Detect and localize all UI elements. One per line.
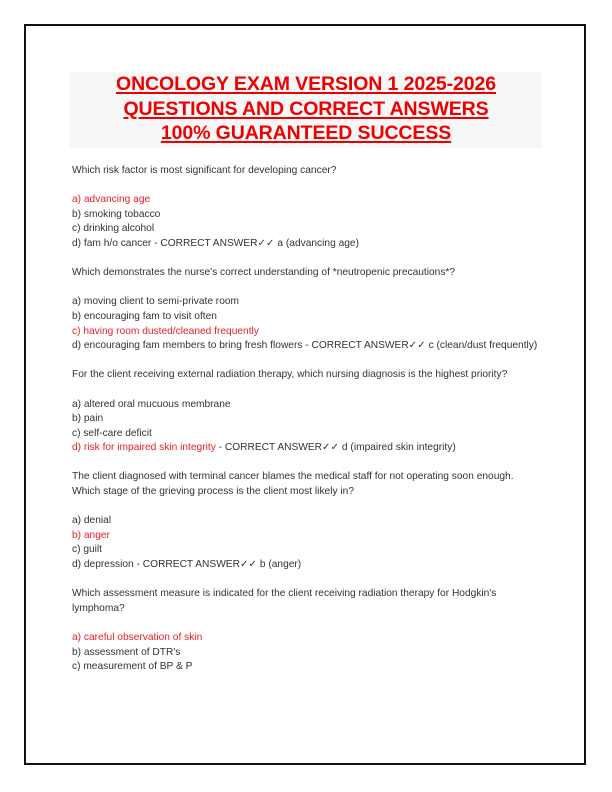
correct-answer: - CORRECT ANSWER✓✓ b (anger) [133, 559, 302, 571]
option-c: c) guilt [72, 544, 103, 556]
option-d: d) depression [72, 559, 134, 571]
option-d-correct: d) risk for impaired skin integrity [72, 442, 216, 454]
title-line-3: 100% GUARANTEED SUCCESS [160, 122, 452, 144]
question-text: For the client receiving external radiation therapy, which nursing diagnosis is the highest priority? [72, 369, 508, 381]
title-line-1: ONCOLOGY EXAM VERSION 1 2025-2026 [116, 73, 496, 95]
option-c: c) measurement of BP & P [72, 661, 193, 673]
option-c-correct: c) having room dusted/cleaned frequently [72, 325, 259, 337]
question-text: Which demonstrates the nurse's correct understanding of *neutropenic precautions*? [72, 267, 456, 279]
question-block-3 [72, 368, 542, 456]
correct-answer: - CORRECT ANSWER✓✓ a (advancing age) [151, 237, 359, 249]
question-block-1 [72, 164, 542, 252]
option-a-correct: a) advancing age [72, 194, 151, 206]
question-text: Which assessment measure is indicated for the client receiving radiation therapy for Hodgkin's lymphoma? [72, 588, 497, 614]
option-c: c) drinking alcohol [72, 223, 155, 235]
option-d-with-answer [72, 441, 542, 456]
option-d-with-answer [72, 237, 542, 252]
option-d: d) fam h/o cancer [72, 237, 152, 249]
option-d-with-answer [72, 558, 542, 573]
option-d-with-answer [72, 339, 542, 354]
correct-answer: - CORRECT ANSWER✓✓ d (impaired skin integrity) [215, 442, 456, 454]
option-a-correct: a) careful observation of skin [72, 632, 203, 643]
option-b-correct: b) anger [72, 529, 110, 541]
document-title [70, 72, 542, 148]
question-list [72, 164, 542, 689]
option-a: a) altered oral mucuous membrane [72, 398, 231, 410]
option-c: c) self-care deficit [72, 427, 152, 439]
question-block-4 [72, 470, 542, 572]
option-b: b) pain [72, 413, 104, 425]
question-text: The client diagnosed with terminal cancer blames the medical staff for not operating soon enough. Which stage of the grieving process is the client most likely in? [72, 471, 514, 498]
title-line-2: QUESTIONS AND CORRECT ANSWERS [123, 97, 489, 120]
question-text: Which risk factor is most significant for developing cancer? [72, 165, 337, 176]
option-b: b) encouraging fam to visit often [72, 310, 217, 322]
option-a: a) denial [72, 515, 112, 527]
option-b: b) assessment of DTR's [72, 646, 181, 658]
option-d: d) encouraging fam members to bring fresh flowers [72, 340, 303, 352]
question-block-2 [72, 266, 542, 354]
option-a: a) moving client to semi-private room [72, 296, 240, 308]
option-b: b) smoking tobacco [72, 208, 161, 220]
question-block-5 [72, 587, 542, 675]
correct-answer: - CORRECT ANSWER✓✓ c (clean/dust frequently) [302, 340, 538, 352]
